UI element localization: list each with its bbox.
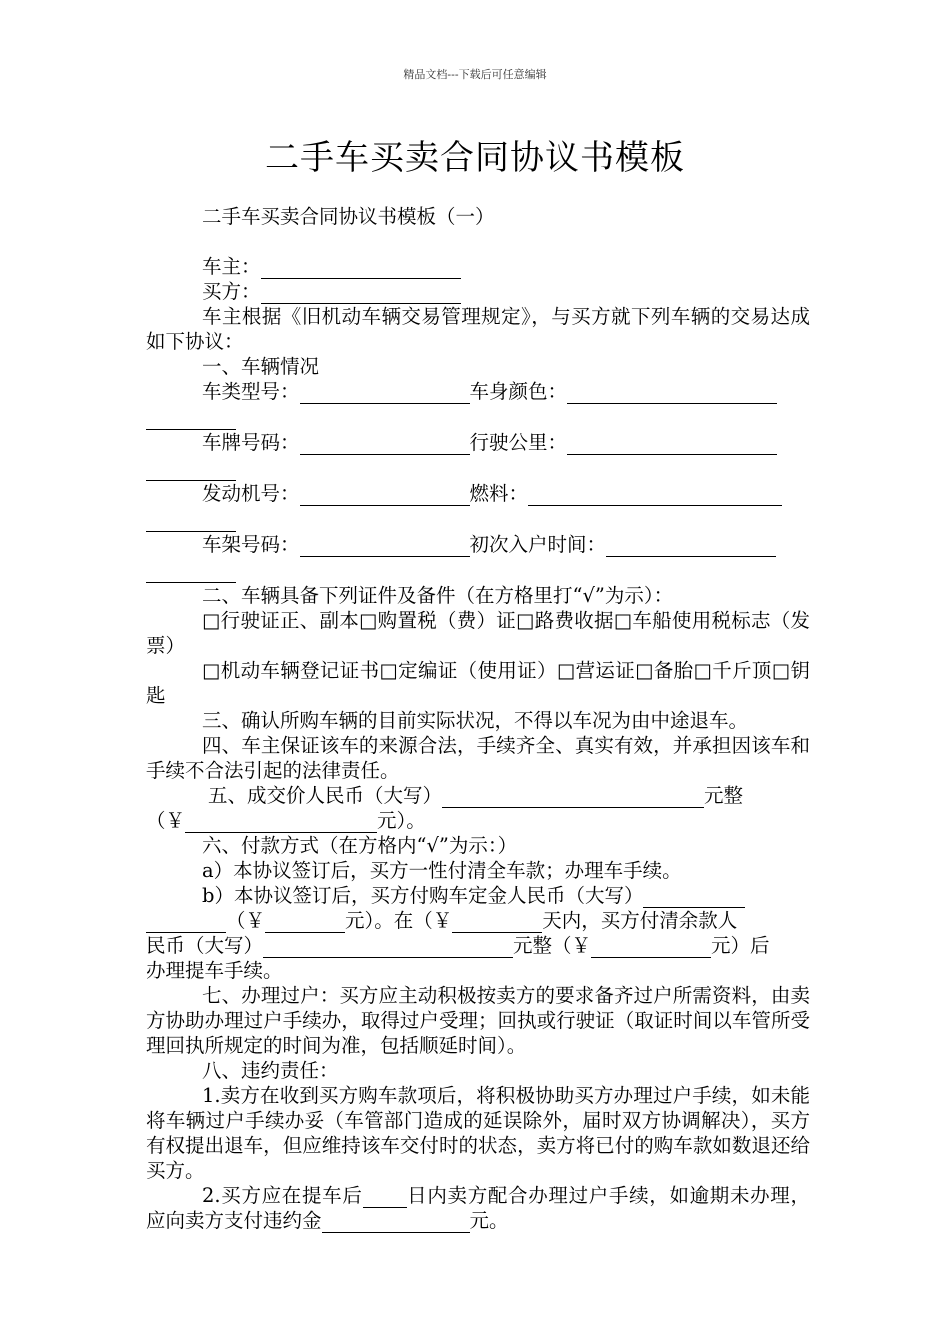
section-6-a: a）本协议签订后，买方一性付清全车款；办理车手续。: [202, 859, 682, 882]
field-row: 车牌号码： 行驶公里：: [146, 430, 810, 481]
section-7: 七、办理过户：买方应主动积极按卖方的要求备齐过户所需资料，由卖方协助办理过户手续办，取得过户受理；回执或行驶证（取证时间以车管所受理回执所规定的时间为准，包括顺延时间）。: [146, 984, 810, 1057]
section-6-b-line-4: 办理提车手续。: [146, 959, 283, 982]
section-8-title: 八、违约责任：: [202, 1059, 339, 1082]
section-6-b-line-2: （￥ 元）。在（￥ 天内，买方付清余款人: [146, 908, 810, 933]
field-trail-blank: [146, 404, 236, 430]
section-8-item-2: 2.买方应在提车后 日内卖方配合办理过户手续，如逾期未办理，应向卖方支付违约金 元。: [146, 1184, 810, 1232]
buyer-blank: [261, 283, 461, 304]
section-5-line-1: 五、成交价人民币（大写） 元整: [208, 784, 744, 807]
page-header: 精品文档---下载后可任意编辑: [403, 68, 547, 81]
section-6-b-line-3: 民币（大写） 元整（￥ 元）后: [146, 934, 770, 957]
section-2-title: 二、车辆具备下列证件及备件（在方格里打“√”为示）：: [202, 584, 674, 607]
section-6-title: 六、付款方式（在方格内“√”为示：）: [202, 834, 518, 857]
field-trail-blank: [146, 557, 236, 583]
penalty-blank: [322, 1212, 470, 1233]
owner-label: 车主：: [202, 255, 261, 278]
owner-blank: [261, 258, 461, 279]
section-1-title: 一、车辆情况: [202, 355, 320, 378]
document-body: [146, 198, 810, 1233]
buyer-line: [146, 279, 810, 304]
days-blank: [363, 1187, 407, 1208]
section-2-line-1: □行驶证正、副本□购置税（费）证□路费收据□车船使用税标志（发票）: [146, 609, 810, 657]
section-6-b-line-1: b）本协议签订后，买方付购车定金人民币（大写）: [146, 883, 810, 908]
section-5-line-2: （￥ 元）。: [146, 809, 426, 832]
subtitle: 二手车买卖合同协议书模板（一）: [202, 205, 495, 228]
field-trail-blank: [146, 506, 236, 532]
section-4: 四、车主保证该车的来源合法，手续齐全、真实有效，并承担因该车和手续不合法引起的法律责任。: [146, 734, 810, 782]
price-number-blank: [185, 812, 377, 833]
field-row: 车架号码： 初次入户时间：: [146, 532, 810, 583]
price-words-blank: [442, 787, 704, 808]
field-trail-blank: [146, 455, 236, 481]
section-3: 三、确认所购车辆的目前实际状况，不得以车况为由中途退车。: [202, 709, 749, 732]
intro-paragraph: 车主根据《旧机动车辆交易管理规定》，与买方就下列车辆的交易达成如下协议：: [146, 305, 810, 353]
buyer-label: 买方：: [202, 280, 261, 303]
document-title: 二手车买卖合同协议书模板: [265, 138, 685, 178]
field-row: 发动机号： 燃料：: [146, 481, 810, 532]
field-row: 车类型号： 车身颜色：: [146, 379, 810, 430]
section-8-item-1: 1.卖方在收到买方购车款项后，将积极协助买方办理过户手续，如未能将车辆过户手续办妥（车管部门造成的延误除外，届时双方协调解决），买方有权提出退车，但应维持该车交付时的状态，卖方将已付的购车款如数退还给买方。: [146, 1084, 810, 1182]
section-2-line-2: □机动车辆登记证书□定编证（使用证）□营运证□备胎□千斤顶□钥匙: [146, 659, 810, 707]
owner-line: [146, 254, 810, 279]
